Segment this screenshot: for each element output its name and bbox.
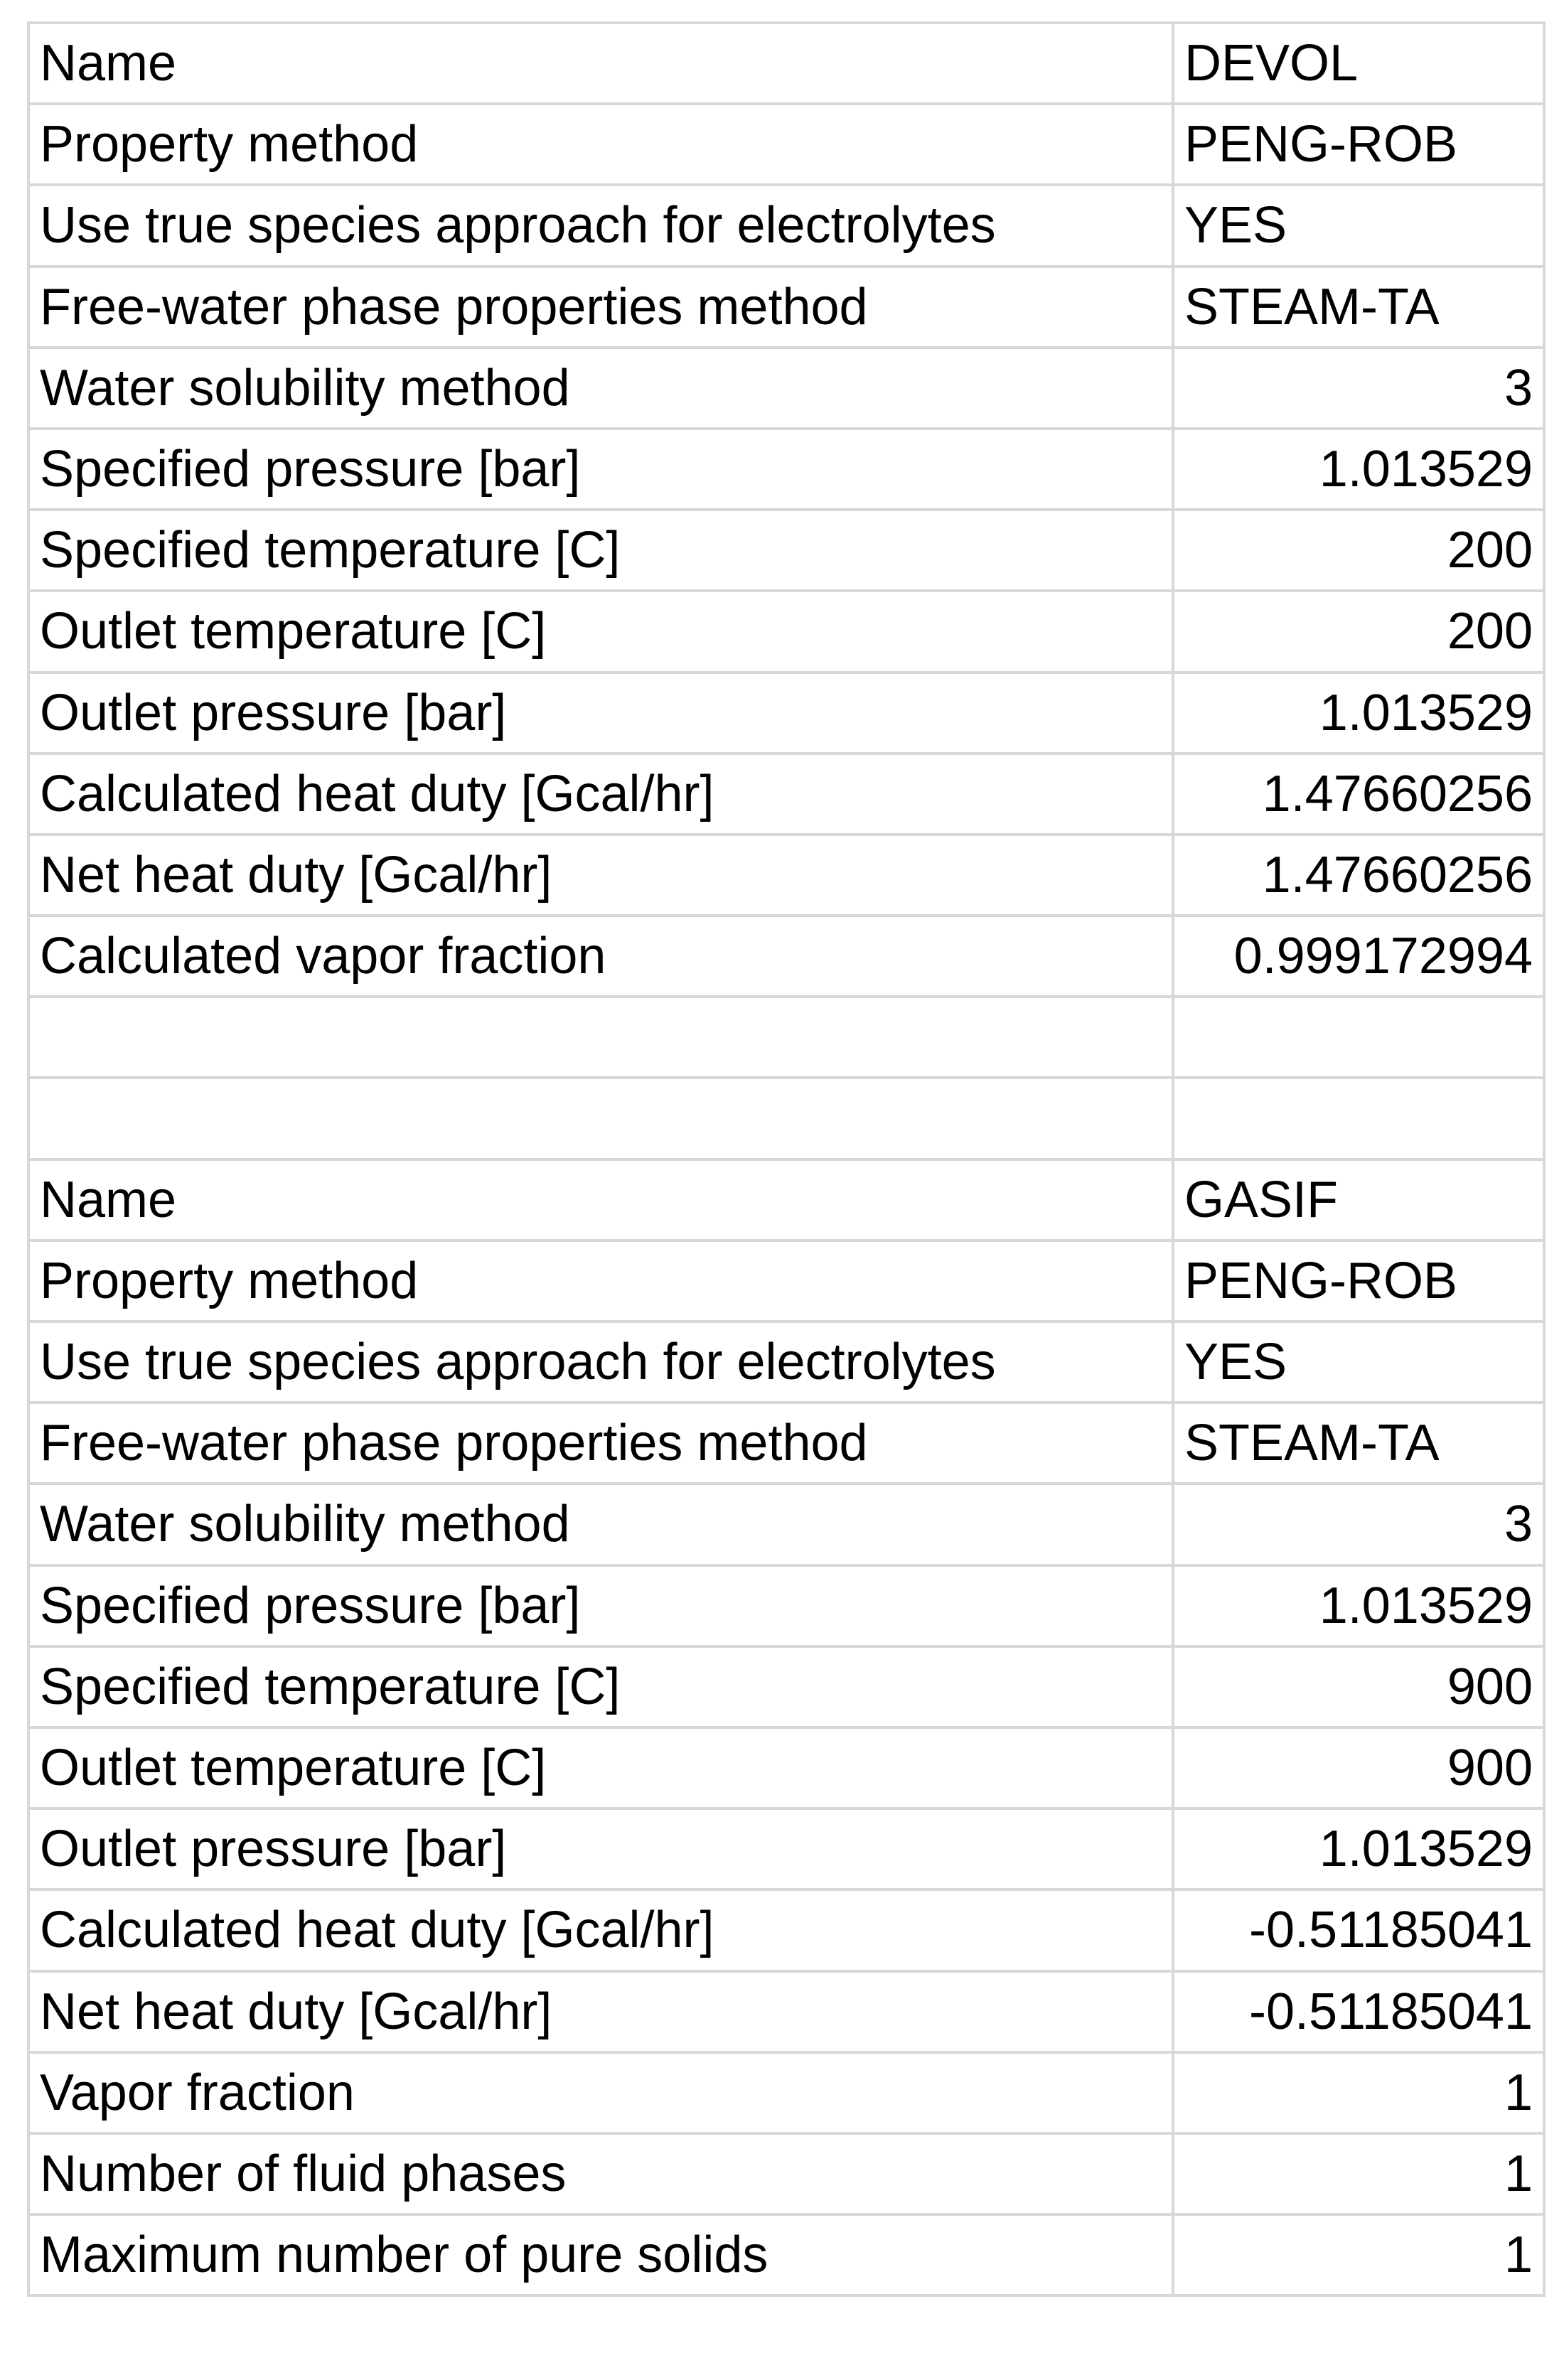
table-row (28, 267, 1544, 348)
cell-label[interactable]: Free-water phase properties method (28, 1403, 1173, 1484)
cell-value[interactable]: -0.51185041 (1173, 1889, 1544, 1971)
cell-label[interactable]: Specified pressure [bar] (28, 429, 1173, 510)
cell-value[interactable]: 3 (1173, 348, 1544, 429)
table-row (28, 23, 1544, 104)
cell-value[interactable]: YES (1173, 1322, 1544, 1403)
table-row (28, 1971, 1544, 2052)
cell-label[interactable]: Net heat duty [Gcal/hr] (28, 1971, 1173, 2052)
cell-label[interactable]: Water solubility method (28, 348, 1173, 429)
spreadsheet-body (28, 23, 1544, 2295)
cell-label[interactable]: Outlet temperature [C] (28, 591, 1173, 672)
cell-label[interactable]: Outlet pressure [bar] (28, 1808, 1173, 1889)
cell-label[interactable]: Vapor fraction (28, 2052, 1173, 2133)
table-row (28, 1159, 1544, 1240)
cell-value[interactable]: 1.013529 (1173, 429, 1544, 510)
cell-label[interactable]: Outlet temperature [C] (28, 1727, 1173, 1808)
cell-value[interactable]: 1 (1173, 2052, 1544, 2133)
table-row (28, 1808, 1544, 1889)
table-row (28, 1322, 1544, 1403)
cell-value[interactable]: 0.999172994 (1173, 916, 1544, 997)
cell-value[interactable]: 900 (1173, 1727, 1544, 1808)
cell-label[interactable]: Name (28, 1159, 1173, 1240)
cell-label[interactable]: Calculated heat duty [Gcal/hr] (28, 754, 1173, 835)
cell-value[interactable]: 1.47660256 (1173, 754, 1544, 835)
cell-value[interactable]: PENG-ROB (1173, 104, 1544, 185)
table-row (28, 672, 1544, 754)
table-row (28, 835, 1544, 916)
cell-value[interactable]: 900 (1173, 1646, 1544, 1727)
cell-empty[interactable] (1173, 997, 1544, 1078)
cell-label[interactable]: Water solubility method (28, 1484, 1173, 1565)
table-row (28, 510, 1544, 591)
cell-label[interactable]: Free-water phase properties method (28, 267, 1173, 348)
cell-label[interactable]: Outlet pressure [bar] (28, 672, 1173, 754)
cell-value[interactable]: 1 (1173, 2133, 1544, 2214)
cell-label[interactable]: Property method (28, 1240, 1173, 1322)
table-row (28, 1403, 1544, 1484)
cell-value[interactable]: GASIF (1173, 1159, 1544, 1240)
cell-empty[interactable] (1173, 1078, 1544, 1159)
table-row (28, 2052, 1544, 2133)
table-row (28, 754, 1544, 835)
table-row (28, 348, 1544, 429)
cell-value[interactable]: 1.013529 (1173, 1808, 1544, 1889)
cell-empty[interactable] (28, 997, 1173, 1078)
cell-value[interactable]: 200 (1173, 510, 1544, 591)
table-row (28, 429, 1544, 510)
cell-value[interactable]: DEVOL (1173, 23, 1544, 104)
table-row (28, 2133, 1544, 2214)
cell-label[interactable]: Name (28, 23, 1173, 104)
cell-value[interactable]: STEAM-TA (1173, 267, 1544, 348)
cell-label[interactable]: Specified temperature [C] (28, 1646, 1173, 1727)
cell-label[interactable]: Property method (28, 104, 1173, 185)
cell-value[interactable]: 1.013529 (1173, 1565, 1544, 1646)
cell-label[interactable]: Maximum number of pure solids (28, 2214, 1173, 2295)
cell-label[interactable]: Calculated heat duty [Gcal/hr] (28, 1889, 1173, 1971)
cell-value[interactable]: 1.47660256 (1173, 835, 1544, 916)
cell-label[interactable]: Use true species approach for electrolytes (28, 185, 1173, 266)
empty-row (28, 1078, 1544, 1159)
spreadsheet-table (27, 21, 1546, 2297)
cell-value[interactable]: YES (1173, 185, 1544, 266)
table-row (28, 185, 1544, 266)
cell-label[interactable]: Use true species approach for electrolytes (28, 1322, 1173, 1403)
table-row (28, 916, 1544, 997)
table-row (28, 1646, 1544, 1727)
cell-value[interactable]: STEAM-TA (1173, 1403, 1544, 1484)
cell-label[interactable]: Net heat duty [Gcal/hr] (28, 835, 1173, 916)
cell-value[interactable]: PENG-ROB (1173, 1240, 1544, 1322)
cell-label[interactable]: Specified temperature [C] (28, 510, 1173, 591)
table-row (28, 2214, 1544, 2295)
table-row (28, 1240, 1544, 1322)
cell-value[interactable]: 1.013529 (1173, 672, 1544, 754)
table-row (28, 1727, 1544, 1808)
cell-value[interactable]: -0.51185041 (1173, 1971, 1544, 2052)
table-row (28, 1565, 1544, 1646)
cell-label[interactable]: Calculated vapor fraction (28, 916, 1173, 997)
cell-empty[interactable] (28, 1078, 1173, 1159)
table-row (28, 1484, 1544, 1565)
empty-row (28, 997, 1544, 1078)
cell-value[interactable]: 3 (1173, 1484, 1544, 1565)
cell-label[interactable]: Number of fluid phases (28, 2133, 1173, 2214)
cell-label[interactable]: Specified pressure [bar] (28, 1565, 1173, 1646)
table-row (28, 591, 1544, 672)
cell-value[interactable]: 200 (1173, 591, 1544, 672)
table-row (28, 104, 1544, 185)
cell-value[interactable]: 1 (1173, 2214, 1544, 2295)
table-row (28, 1889, 1544, 1971)
